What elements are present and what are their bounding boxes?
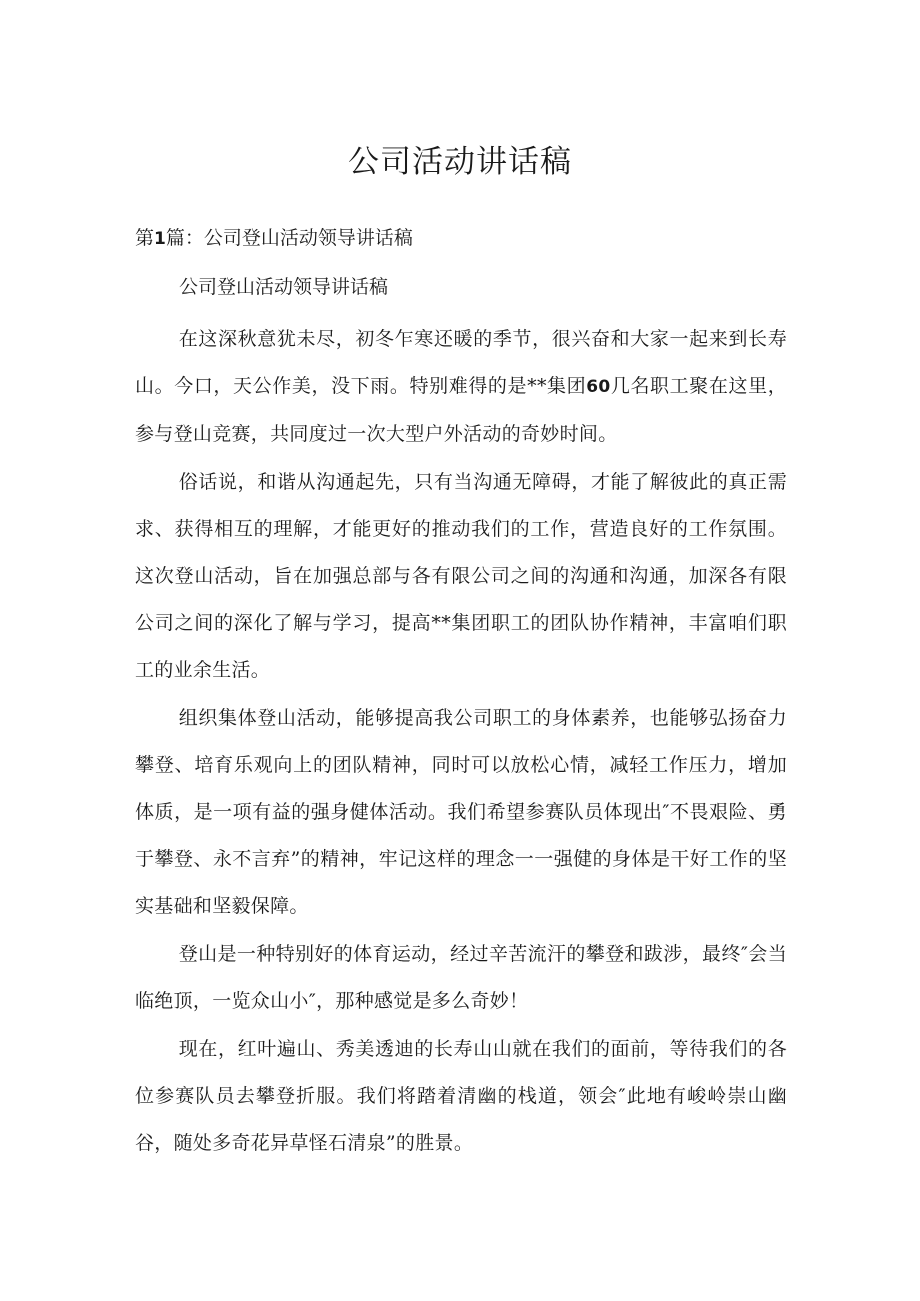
section-suffix: 篇：公司登山活动领导讲话稿	[165, 227, 413, 249]
paragraph-1	[135, 316, 787, 458]
paragraph-5: 现在，红叶遍山、秀美透迪的长寿山山就在我们的面前，等待我们的各位参赛队员去攀登折服。我们将踏着清幽的栈道，领会″此地有峻岭崇山幽谷，随处多奇花异草怪石清泉”的胜景。	[135, 1038, 787, 1154]
employee-count: 60	[586, 377, 611, 397]
speech-subtitle: 公司登山活动领导讲话稿	[179, 276, 389, 298]
section-prefix: 第	[135, 227, 155, 249]
paragraph-4: 登山是一种特别好的体育运动，经过辛苦流汗的攀登和跋涉，最终″会当临绝顶，一览众山小″，那种感觉是多么奇妙！	[135, 943, 787, 1012]
paragraph-2: 俗话说，和谐从沟通起先，只有当沟通无障碍，才能了解彼此的真正需求、获得相互的理解，才能更好的推动我们的工作，营造良好的工作氛围。这次登山活动，旨在加强总部与各有限公司之间的沟通和沟通，加深各有限公司之间的深化了解与学习，提高**集团职工的团队协作精神，丰富咱们职工的业余生活。	[135, 471, 787, 681]
section-number: 1	[154, 229, 166, 249]
paragraph-1-text-b: 几名职工聚在这里，参与登山竞赛，共同度过一次大型户外活动的奇妙时间。	[135, 375, 787, 445]
document-title: 公司活动讲话稿	[348, 144, 572, 180]
section-heading	[135, 222, 413, 255]
paragraph-1-text-a: 在这深秋意犹未尽，初冬乍寒还暖的季节，很兴奋和大家一起来到长寿山。今口，天公作美，没下雨。特别难得的是**集团	[135, 328, 787, 397]
speech-body	[135, 316, 787, 1168]
paragraph-3: 组织集体登山活动，能够提高我公司职工的身体素养，也能够弘扬奋力攀登、培育乐观向上的团队精神，同时可以放松心情，减轻工作压力，增加体质，是一项有益的强身健体活动。我们希望参赛队员体现出″不畏艰险、勇于攀登、永不言弃”的精神，牢记这样的理念一一强健的身体是干好工作的坚实基础和坚毅保障。	[135, 707, 787, 917]
